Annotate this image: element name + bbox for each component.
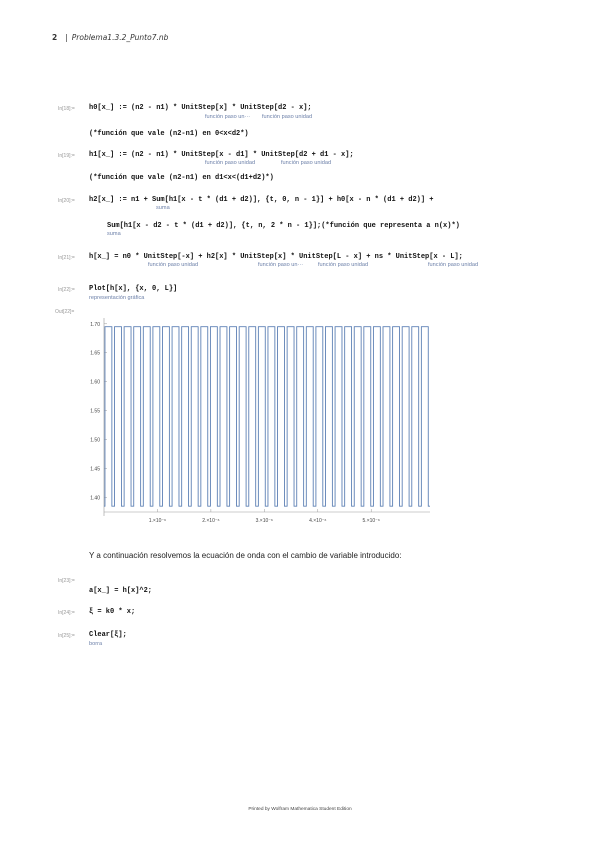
input-label-21: In[21]:=	[58, 255, 75, 261]
code-line-18[interactable]: h0[x_] := (n2 - n1) * UnitStep[x] * UnitStep[d2 - x];	[89, 104, 312, 112]
code-line-23[interactable]: a[x_] = h[x]^2;	[89, 587, 153, 595]
hint-21-b: función paso un···	[258, 262, 304, 268]
y-tick-label: 1.60	[90, 379, 100, 386]
x-tick-label: 3.×10⁻⁶	[255, 518, 274, 524]
y-tick-label: 1.65	[90, 350, 100, 357]
footer: Printed by Wolfram Mathematica Student Edition	[248, 807, 352, 812]
x-tick-label: 1.×10⁻⁶	[148, 518, 167, 524]
y-tick-label: 1.40	[90, 495, 100, 502]
code-line-25[interactable]: Clear[ξ];	[89, 631, 127, 639]
code-line-24[interactable]: ξ = k0 * x;	[89, 608, 136, 616]
x-tick-label: 4.×10⁻⁶	[309, 518, 327, 524]
y-tick-label: 1.45	[90, 466, 100, 473]
code-line-19[interactable]: h1[x_] := (n2 - n1) * UnitStep[x - d1] * UnitStep[d2 + d1 - x];	[89, 151, 354, 159]
code-line-22[interactable]: Plot[h[x], {x, 0, L}]	[89, 285, 178, 293]
hint-18-b: función paso unidad	[262, 114, 313, 120]
y-tick-label: 1.70	[90, 321, 100, 328]
hint-19-a: función paso unidad	[205, 160, 256, 166]
y-tick-label: 1.50	[90, 437, 100, 444]
hint-25: borra	[89, 641, 103, 647]
hint-21-a: función paso unidad	[148, 262, 199, 268]
input-label-20: In[20]:=	[58, 198, 75, 204]
y-tick-label: 1.55	[90, 408, 100, 415]
hint-18-a: función paso un···	[205, 114, 251, 120]
comment-19[interactable]: (*función que vale (n2-n1) en d1<x<(d1+d2)*)	[89, 174, 274, 182]
comment-18[interactable]: (*función que vale (n2-n1) en 0<x<d2*)	[89, 130, 249, 138]
hint-21-c: función paso unidad	[318, 262, 369, 268]
x-tick-label: 2.×10⁻⁶	[202, 518, 220, 524]
output-label-22: Out[22]=	[55, 309, 75, 315]
input-label-19: In[19]:=	[58, 153, 75, 159]
page-number: 2	[52, 33, 58, 42]
header-separator: |	[65, 33, 68, 42]
plot-series	[104, 327, 430, 507]
hint-19-b: función paso unidad	[281, 160, 332, 166]
hint-20-b: suma	[107, 231, 121, 237]
input-label-23: In[23]:=	[58, 578, 75, 584]
input-label-18: In[18]:=	[58, 106, 75, 112]
code-line-21[interactable]: h[x_] = n0 * UnitStep[-x] + h2[x] * UnitStep[x] * UnitStep[L - x] + ns * UnitStep[x - L];	[89, 253, 463, 261]
input-label-22: In[22]:=	[58, 287, 75, 293]
input-label-25: In[25]:=	[58, 633, 75, 639]
hint-20-a: suma	[156, 205, 170, 211]
prose-text: Y a continuación resolvemos la ecuación de onda con el cambio de variable introducido:	[89, 551, 402, 560]
notebook-filename: Problema1.3.2_Punto7.nb	[71, 33, 169, 42]
input-label-24: In[24]:=	[58, 610, 75, 616]
hint-22: representación gráfica	[89, 295, 145, 301]
code-line-20b[interactable]: Sum[h1[x - d2 - t * (d1 + d2)], {t, n, 2 * n - 1}];(*función que representa a n(x)*)	[107, 222, 460, 230]
code-line-20a[interactable]: h2[x_] := n1 + Sum[h1[x - t * (d1 + d2)], {t, 0, n - 1}] + h0[x - n * (d1 + d2)] +	[89, 196, 434, 204]
x-tick-label: 5.×10⁻⁶	[362, 518, 380, 524]
series-line	[104, 327, 430, 507]
hint-21-d: función paso unidad	[428, 262, 479, 268]
